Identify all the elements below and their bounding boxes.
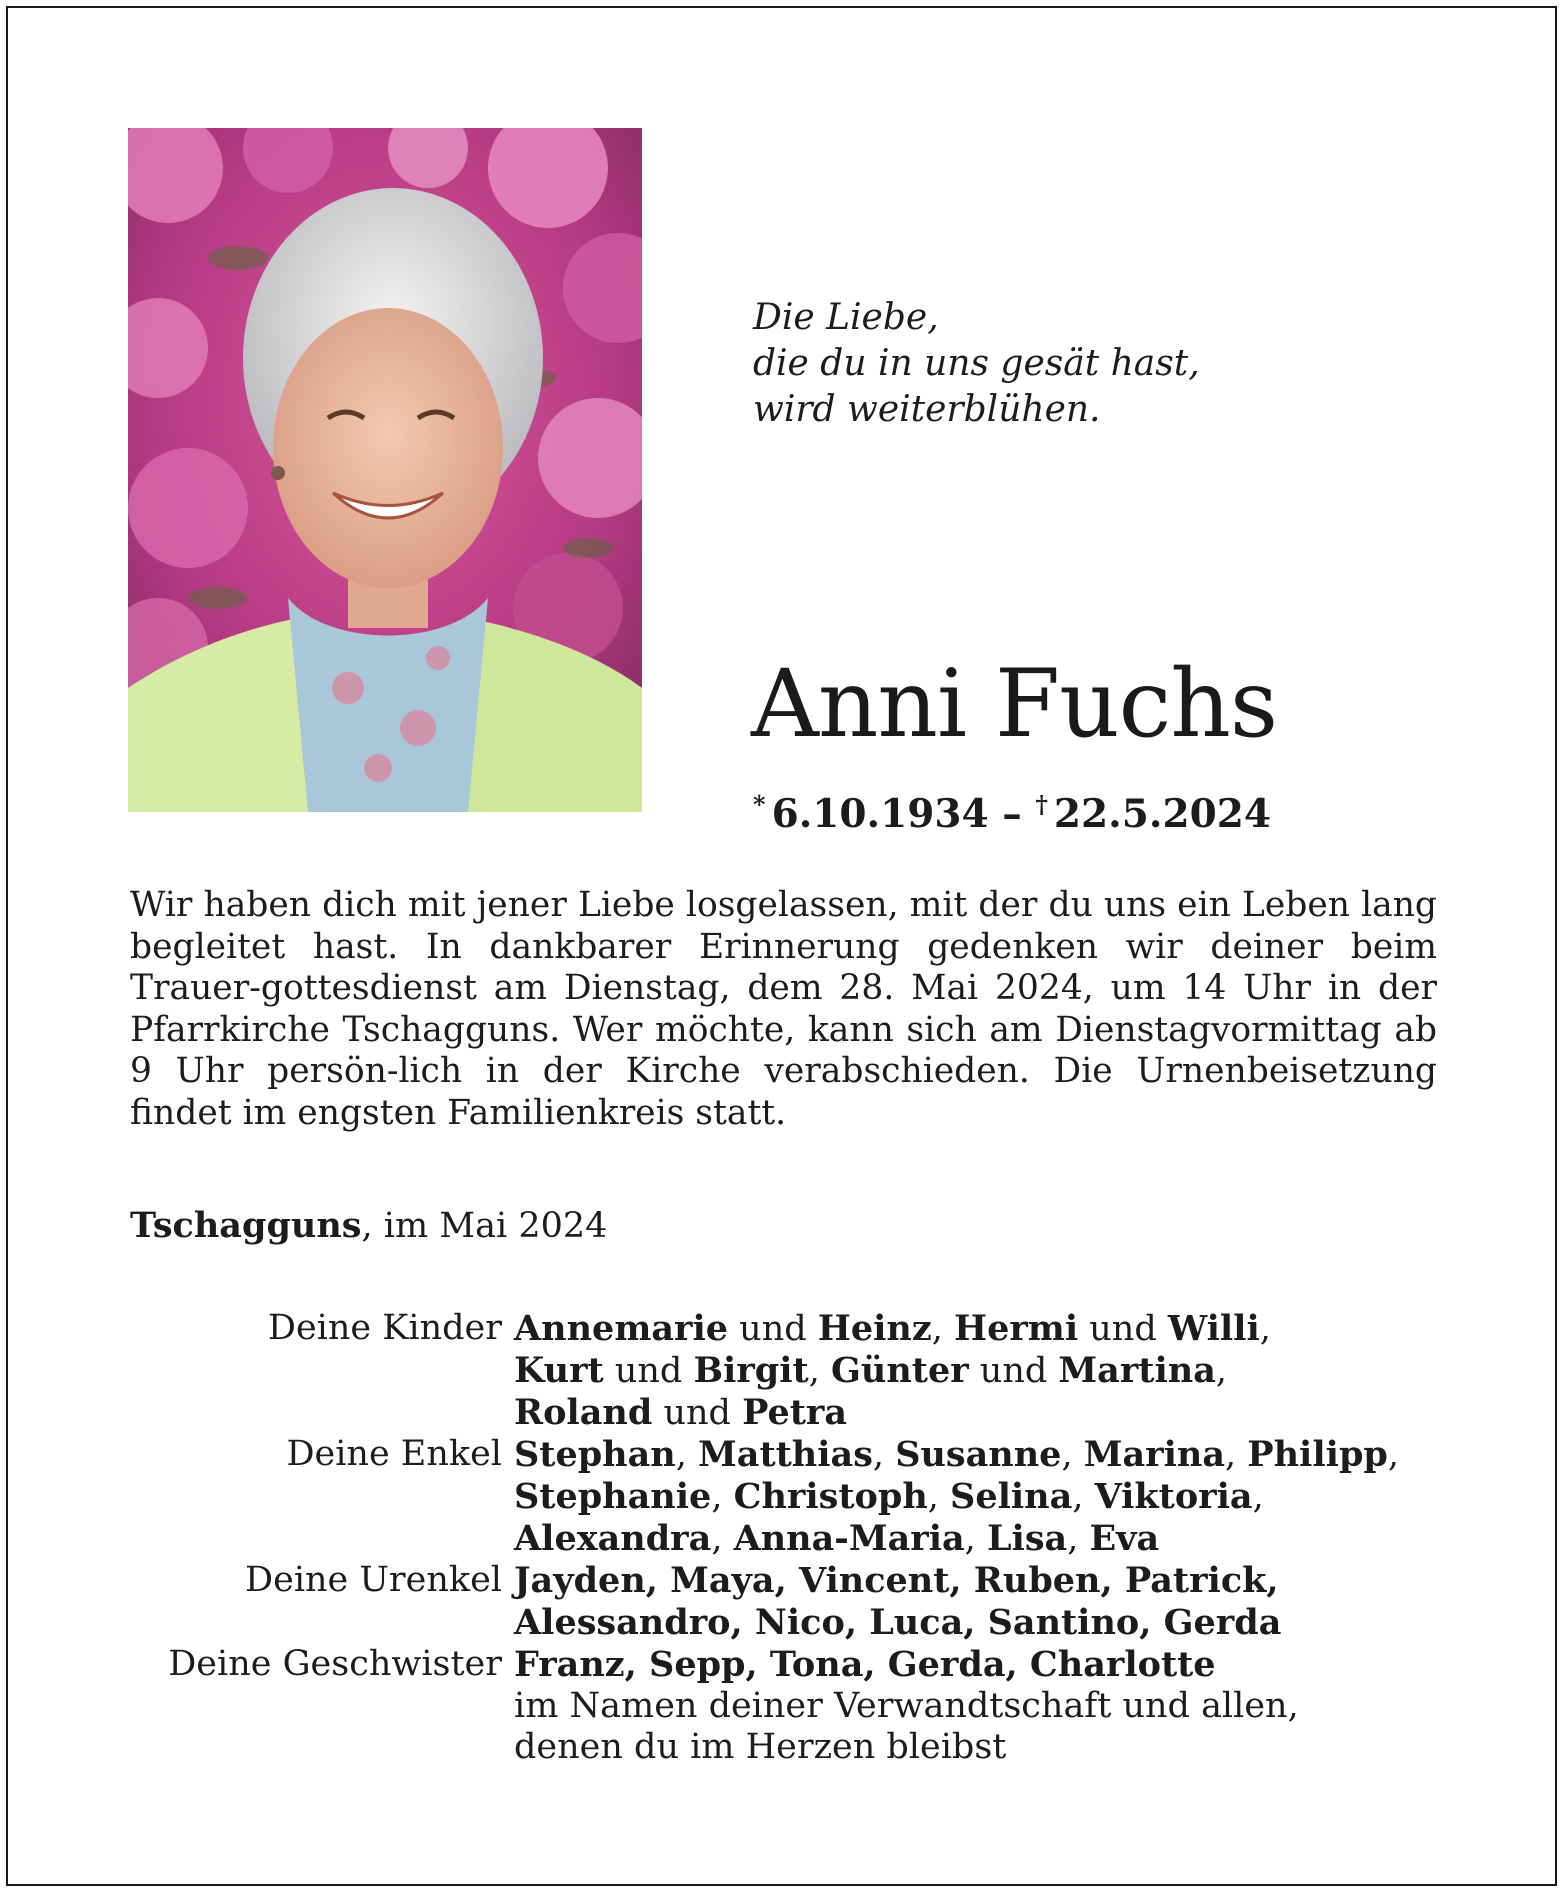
family-list — [130, 1308, 1399, 1768]
family-names — [514, 1434, 1399, 1476]
family-member-name: Christoph — [733, 1476, 928, 1517]
death-symbol: † — [1035, 790, 1048, 819]
family-names — [514, 1392, 847, 1434]
quote-line: wird weiterblühen. — [753, 389, 1101, 430]
date-separator: – — [988, 791, 1036, 837]
family-member-name: Annemarie — [514, 1308, 729, 1349]
place-rest: , im Mai 2024 — [361, 1206, 608, 1246]
family-names — [514, 1350, 1227, 1392]
name-separator: und — [1078, 1309, 1168, 1349]
family-member-name: Birgit — [693, 1350, 809, 1391]
name-separator: und — [652, 1393, 743, 1433]
quote — [753, 295, 1200, 433]
quote-line: Die Liebe, — [753, 297, 939, 338]
name-separator: , — [931, 1309, 955, 1349]
portrait-photo — [128, 128, 642, 812]
family-label-geschwister: Deine Geschwister — [168, 1644, 502, 1684]
family-member-name: Franz, Sepp, Tona, Gerda, Charlotte — [514, 1644, 1216, 1685]
closing-line: denen du im Herzen bleibst — [514, 1727, 1007, 1767]
family-names — [514, 1602, 1281, 1644]
family-member-name: Willi — [1167, 1308, 1260, 1349]
name-separator: , — [1259, 1309, 1271, 1349]
family-member-name: Martina — [1058, 1350, 1216, 1391]
name-separator: , — [711, 1519, 734, 1559]
death-date: 22.5.2024 — [1053, 791, 1271, 837]
quote-line: die du in uns gesät hast, — [753, 343, 1200, 384]
name-separator: und — [968, 1351, 1059, 1391]
family-member-name: Jayden, Maya, Vincent, Ruben, Patrick, — [514, 1560, 1279, 1601]
family-member-name: Hermi — [954, 1308, 1079, 1349]
notice-body: Wir haben dich mit jener Liebe losgelassen, mit der du uns ein Leben lang begleitet hast. In dankbarer Erinnerung gedenken wir deiner beim Trauer-gottesdienst am Dienstag, dem 28. Mai 2024, um 14 Uhr in der Pfarrkirche Tschagguns. Wer möchte, kann sich am Dienstagvormittag ab 9 Uhr persön-lich in der Kirche verabschieden. Die Urnenbeisetzung findet im engsten Familienkreis statt. — [130, 885, 1437, 1133]
family-member-name: Günter — [831, 1350, 969, 1391]
place-date-line — [130, 1204, 607, 1248]
family-label-kinder: Deine Kinder — [267, 1308, 502, 1348]
family-names — [514, 1518, 1159, 1560]
family-member-name: Philipp — [1247, 1434, 1388, 1475]
birth-date: 6.10.1934 — [771, 791, 989, 837]
family-member-name: Anna-Maria — [733, 1518, 965, 1559]
name-separator: , — [964, 1519, 987, 1559]
family-names — [514, 1644, 1216, 1686]
closing-line: im Namen deiner Verwandtschaft und allen, — [514, 1686, 1299, 1726]
family-member-name: Kurt — [514, 1350, 604, 1391]
family-member-name: Roland — [514, 1392, 653, 1433]
family-member-name: Selina — [950, 1476, 1073, 1517]
life-dates — [753, 780, 1271, 839]
name-separator: , — [872, 1435, 896, 1475]
family-label-urenkel: Deine Urenkel — [245, 1560, 502, 1600]
name-separator: und — [603, 1351, 694, 1391]
name-separator: , — [1225, 1435, 1248, 1475]
family-member-name: Alexandra — [514, 1518, 712, 1559]
name-separator: , — [1072, 1477, 1095, 1517]
name-separator: , — [1215, 1351, 1228, 1391]
birth-symbol: * — [753, 790, 766, 819]
family-label-enkel: Deine Enkel — [286, 1434, 502, 1474]
name-separator: , — [1061, 1435, 1084, 1475]
family-names — [514, 1476, 1264, 1518]
family-member-name: Petra — [742, 1392, 848, 1433]
family-member-name: Susanne — [895, 1434, 1062, 1475]
name-separator: , — [927, 1477, 951, 1517]
name-separator: , — [1067, 1519, 1090, 1559]
name-separator: , — [808, 1351, 831, 1391]
name-separator: , — [1387, 1435, 1400, 1475]
family-member-name: Marina — [1083, 1434, 1226, 1475]
family-member-name: Matthias — [698, 1434, 873, 1475]
name-separator: , — [1252, 1477, 1264, 1517]
deceased-name: Anni Fuchs — [751, 650, 1278, 759]
family-member-name: Alessandro, Nico, Luca, Santino, Gerda — [514, 1602, 1282, 1643]
family-member-name: Stephanie — [514, 1476, 712, 1517]
family-member-name: Eva — [1089, 1518, 1160, 1559]
name-separator: , — [675, 1435, 699, 1475]
name-separator: und — [728, 1309, 818, 1349]
family-names — [514, 1560, 1279, 1602]
family-member-name: Lisa — [986, 1518, 1068, 1559]
family-member-name: Stephan — [514, 1434, 676, 1475]
place-town: Tschagguns — [130, 1205, 362, 1246]
family-member-name: Heinz — [817, 1308, 932, 1349]
family-names — [514, 1308, 1271, 1350]
name-separator: , — [711, 1477, 734, 1517]
family-member-name: Viktoria — [1094, 1476, 1253, 1517]
